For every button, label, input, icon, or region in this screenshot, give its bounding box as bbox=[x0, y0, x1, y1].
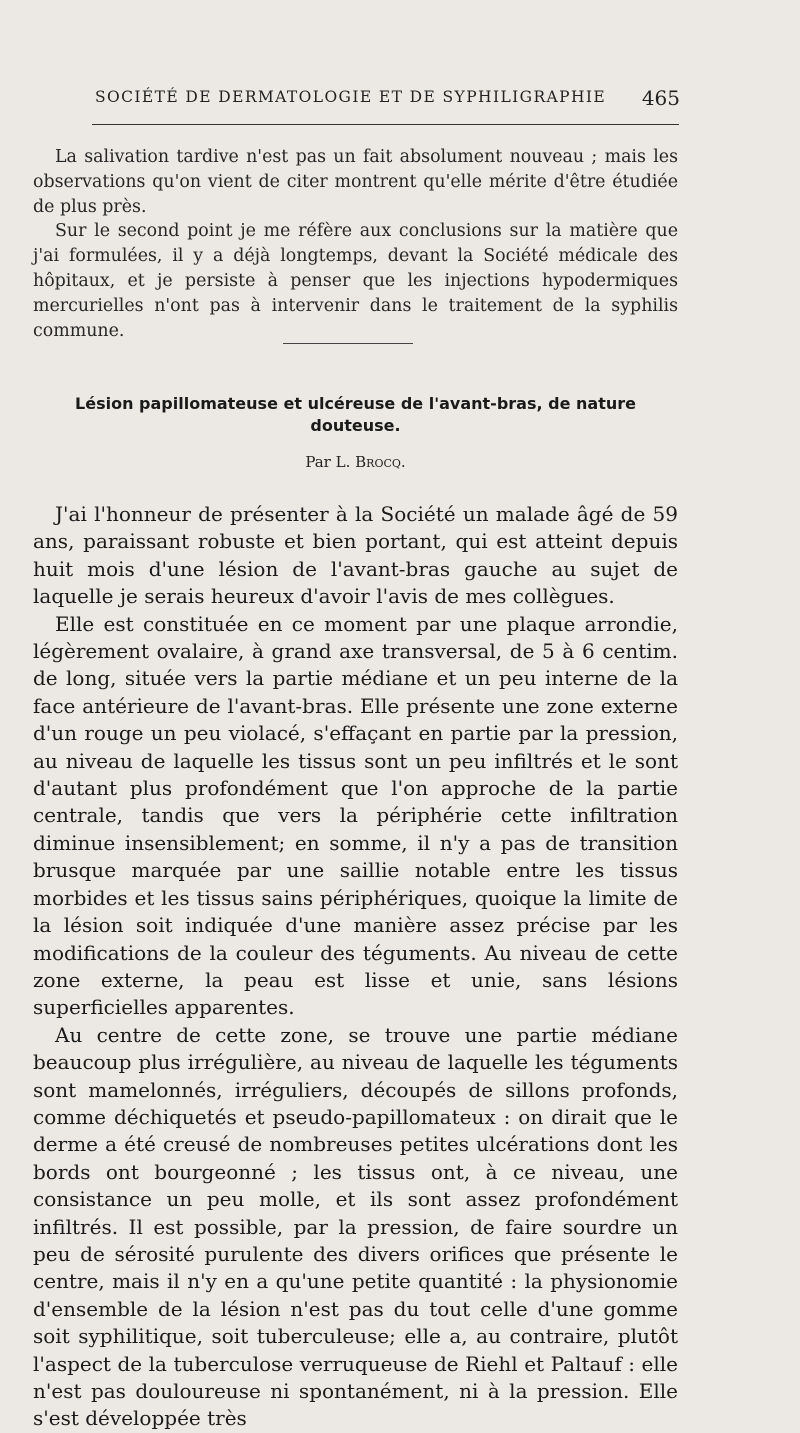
article-body bbox=[33, 501, 678, 1433]
running-header bbox=[95, 86, 680, 110]
paragraph: Au centre de cette zone, se trouve une partie médiane beaucoup plus irrégulière, au niveau de laquelle les téguments sont mamelonnés, irréguliers, découpés de sillons profonds, comme déchiquetés et pseudo-papillomateux : on dirait que le derme a été creusé de nombreuses petites ulcérations dont les bords ont bourgeonné ; les tissus ont, à ce niveau, une consistance un peu molle, et ils sont assez profondément infiltrés. Il est possible, par la pression, de faire sourdre un peu de sérosité purulente des divers orifices que présente le centre, mais il n'y en a qu'une petite quantité : la physionomie d'ensemble de la lésion n'est pas du tout celle d'une gomme soit syphilitique, soit tuberculeuse; elle a, au contraire, plutôt l'aspect de la tuberculose verruqueuse de Riehl et Paltauf : elle n'est pas douloureuse ni spontanément, ni à la pression. Elle s'est développée très bbox=[33, 1022, 678, 1431]
section-divider bbox=[283, 343, 413, 344]
author-prefix: Par bbox=[305, 453, 331, 471]
paragraph: La salivation tardive n'est pas un fait absolument nouveau ; mais les observations qu'on vient de citer montrent qu'elle mérite d'être étudiée de plus près. bbox=[33, 147, 678, 217]
paragraph: Elle est constituée en ce moment par une plaque arrondie, légèrement ovalaire, à grand axe transversal, de 5 à 6 centim. de long, située vers la partie médiane et un peu interne de la face antérieure de l'avant-bras. Elle présente une zone externe d'un rouge un peu violacé, s'effaçant en partie par la pression, au niveau de laquelle les tissus sont un peu infiltrés et le sont d'autant plus profondément que l'on approche de la partie centrale, tandis que vers la périphérie cette infiltration diminue insensiblement; en somme, il n'y a pas de transition brusque marquée par une saillie notable entre les tissus morbides et les tissus sains périphériques, quoique la limite de la lésion soit indiquée d'une manière assez précise par les modifications de la couleur des téguments. Au niveau de cette zone externe, la peau est lisse et unie, sans lésions superficielles apparentes. bbox=[33, 611, 678, 1020]
paragraph: Sur le second point je me réfère aux conclusions sur la matière que j'ai formulées, il y a déjà longtemps, devant la Société médicale des hôpitaux, et je persiste à penser que les injections hypodermiques mercurielles n'ont pas à intervenir dans le traitement de la syphilis commune. bbox=[33, 221, 678, 341]
previous-section bbox=[33, 145, 678, 343]
article-author bbox=[33, 453, 678, 471]
paragraph: J'ai l'honneur de présenter à la Société un malade âgé de 59 ans, paraissant robuste et bien portant, qui est atteint depuis huit mois d'une lésion de l'avant-bras gauche au sujet de laquelle je serais heureux d'avoir l'avis de mes collègues. bbox=[33, 502, 678, 609]
page-number: 465 bbox=[641, 86, 680, 110]
running-title: SOCIÉTÉ DE DERMATOLOGIE ET DE SYPHILIGRAPHIE bbox=[95, 88, 607, 106]
author-name: L. Brocq. bbox=[335, 453, 406, 471]
article-title: Lésion papillomateuse et ulcéreuse de l'avant-bras, de nature douteuse. bbox=[75, 394, 636, 435]
header-rule bbox=[92, 124, 679, 125]
